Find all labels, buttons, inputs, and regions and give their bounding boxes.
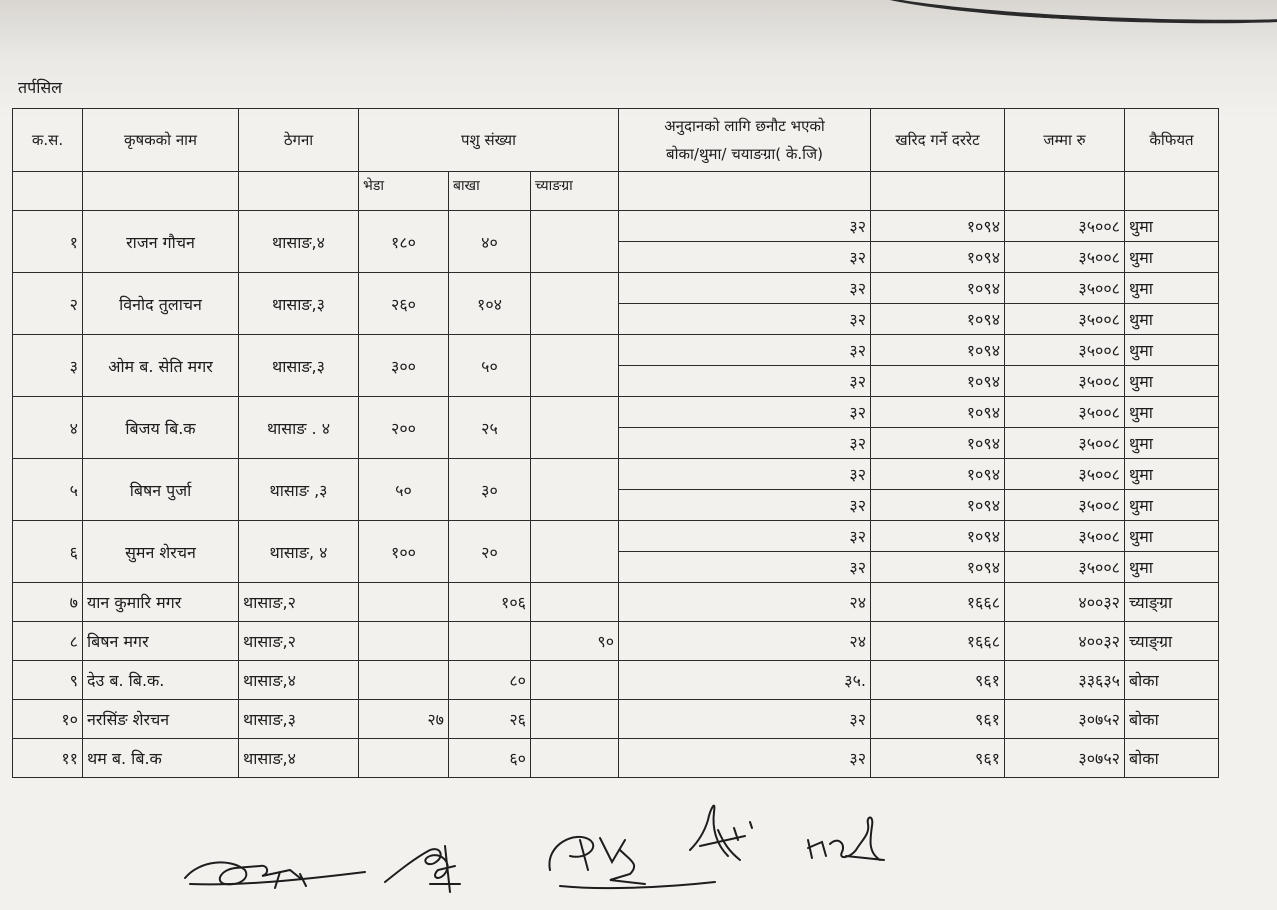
table-row <box>13 459 1219 490</box>
cell-total: ३५००८ <box>1005 242 1125 273</box>
table-body <box>13 211 1219 778</box>
table-row <box>13 739 1219 778</box>
cell-chyangra <box>531 739 619 778</box>
cell-remark: थुमा <box>1125 242 1219 273</box>
cell-rate: १०९४ <box>871 366 1005 397</box>
cell-address: थासाङ,३ <box>239 335 359 397</box>
cell-total: ३५००८ <box>1005 273 1125 304</box>
cell-rate: १०९४ <box>871 273 1005 304</box>
cell-rate: १०९४ <box>871 211 1005 242</box>
cell-remark: बोका <box>1125 700 1219 739</box>
cell-kg: ३२ <box>619 242 871 273</box>
cell-farmer-name: थम ब. बि.क <box>83 739 239 778</box>
subheader-blank <box>1125 172 1219 211</box>
cell-remark: थुमा <box>1125 521 1219 552</box>
cell-sn: ४ <box>13 397 83 459</box>
cell-total: ३५००८ <box>1005 211 1125 242</box>
cell-rate: १०९४ <box>871 335 1005 366</box>
subheader-blank <box>83 172 239 211</box>
cell-sn: ६ <box>13 521 83 583</box>
cell-farmer-name: राजन गौचन <box>83 211 239 273</box>
cell-total: ३५००८ <box>1005 335 1125 366</box>
cell-chyangra <box>531 661 619 700</box>
cell-kg: ३२ <box>619 521 871 552</box>
cell-kg: ३५. <box>619 661 871 700</box>
cell-sheep: ५० <box>359 459 449 521</box>
cell-remark: थुमा <box>1125 304 1219 335</box>
cell-goat: १०४ <box>449 273 531 335</box>
cell-address: थासाङ,२ <box>239 583 359 622</box>
cell-total: ३५००८ <box>1005 304 1125 335</box>
table-row <box>13 700 1219 739</box>
subheader-blank <box>1005 172 1125 211</box>
table-row <box>13 521 1219 552</box>
cell-address: थासाङ ,३ <box>239 459 359 521</box>
cell-sn: ५ <box>13 459 83 521</box>
cell-remark: थुमा <box>1125 366 1219 397</box>
cell-address: थासाङ,४ <box>239 211 359 273</box>
cell-kg: ३२ <box>619 739 871 778</box>
cell-total: ३०७५२ <box>1005 700 1125 739</box>
cell-farmer-name: ओम ब. सेति मगर <box>83 335 239 397</box>
cell-goat <box>449 622 531 661</box>
cell-total: ३०७५२ <box>1005 739 1125 778</box>
header-selected-line1: अनुदानको लागि छनौट भएको <box>664 117 825 135</box>
cell-remark: थुमा <box>1125 273 1219 304</box>
cell-goat: ३० <box>449 459 531 521</box>
signatures <box>0 800 1277 910</box>
cell-remark: थुमा <box>1125 490 1219 521</box>
cell-chyangra <box>531 397 619 459</box>
cell-goat: ४० <box>449 211 531 273</box>
cell-kg: ३२ <box>619 366 871 397</box>
subheader-blank <box>239 172 359 211</box>
cell-farmer-name: देउ ब. बि.क. <box>83 661 239 700</box>
table-row <box>13 583 1219 622</box>
cell-sheep <box>359 583 449 622</box>
cell-farmer-name: यान कुमारि मगर <box>83 583 239 622</box>
cell-chyangra <box>531 700 619 739</box>
cell-sheep: १०० <box>359 521 449 583</box>
cell-chyangra <box>531 335 619 397</box>
cell-address: थासाङ,४ <box>239 661 359 700</box>
cell-sheep: २७ <box>359 700 449 739</box>
table-row <box>13 622 1219 661</box>
cell-farmer-name: बिजय बि.क <box>83 397 239 459</box>
cell-farmer-name: नरसिंङ शेरचन <box>83 700 239 739</box>
cell-goat: ६० <box>449 739 531 778</box>
subheader-blank <box>13 172 83 211</box>
header-address: ठेगना <box>239 109 359 172</box>
cell-chyangra <box>531 521 619 583</box>
header-selected-line2: बोका/थुमा/ चयाङग्रा( के.जि) <box>666 145 823 163</box>
cell-sn: १० <box>13 700 83 739</box>
cell-rate: १०९४ <box>871 397 1005 428</box>
subheader-chyangra: च्याङग्रा <box>531 172 619 211</box>
cell-address: थासाङ,३ <box>239 700 359 739</box>
header-remarks: कैफियत <box>1125 109 1219 172</box>
subheader-goat: बाखा <box>449 172 531 211</box>
cell-remark: च्याङ्ग्रा <box>1125 622 1219 661</box>
cell-sn: २ <box>13 273 83 335</box>
cell-kg: २४ <box>619 583 871 622</box>
cell-remark: थुमा <box>1125 397 1219 428</box>
cell-kg: ३२ <box>619 273 871 304</box>
cell-sn: ३ <box>13 335 83 397</box>
cell-remark: थुमा <box>1125 335 1219 366</box>
page-heading: तर्पसिल <box>18 78 63 97</box>
cell-kg: ३२ <box>619 304 871 335</box>
cell-address: थासाङ,४ <box>239 739 359 778</box>
cell-chyangra <box>531 583 619 622</box>
cell-total: ३५००८ <box>1005 552 1125 583</box>
cell-rate: ९६१ <box>871 700 1005 739</box>
table-row <box>13 335 1219 366</box>
cell-sheep: २०० <box>359 397 449 459</box>
table-row <box>13 397 1219 428</box>
cell-farmer-name: बिषन पुर्जा <box>83 459 239 521</box>
subheader-blank <box>619 172 871 211</box>
signature-4 <box>690 806 752 860</box>
cell-sn: ८ <box>13 622 83 661</box>
header-livestock: पशु संख्या <box>359 109 619 172</box>
cell-total: ३५००८ <box>1005 397 1125 428</box>
cell-sheep <box>359 622 449 661</box>
cell-kg: २४ <box>619 622 871 661</box>
cell-kg: ३२ <box>619 211 871 242</box>
cell-goat: १०६ <box>449 583 531 622</box>
cell-chyangra <box>531 459 619 521</box>
cell-address: थासाङ . ४ <box>239 397 359 459</box>
cell-total: ३५००८ <box>1005 428 1125 459</box>
cell-address: थासाङ, ४ <box>239 521 359 583</box>
cell-chyangra <box>531 273 619 335</box>
cell-rate: १६६८ <box>871 622 1005 661</box>
signature-3 <box>549 837 715 888</box>
table-row <box>13 273 1219 304</box>
cell-goat: २० <box>449 521 531 583</box>
cell-kg: ३२ <box>619 397 871 428</box>
cell-total: ४००३२ <box>1005 583 1125 622</box>
cell-kg: ३२ <box>619 552 871 583</box>
cell-kg: ३२ <box>619 335 871 366</box>
cell-rate: १०९४ <box>871 490 1005 521</box>
cell-remark: बोका <box>1125 661 1219 700</box>
farmer-table <box>12 108 1219 778</box>
cell-remark: थुमा <box>1125 428 1219 459</box>
cell-rate: १०९४ <box>871 552 1005 583</box>
cell-sheep: १८० <box>359 211 449 273</box>
cell-total: ३५००८ <box>1005 521 1125 552</box>
subheader-sheep: भेडा <box>359 172 449 211</box>
cell-chyangra <box>531 211 619 273</box>
cell-total: ३५००८ <box>1005 490 1125 521</box>
cell-address: थासाङ,२ <box>239 622 359 661</box>
cell-sheep: ३०० <box>359 335 449 397</box>
header-rate: खरिद गर्ने दररेट <box>871 109 1005 172</box>
table-row <box>13 211 1219 242</box>
cell-goat: ८० <box>449 661 531 700</box>
signature-5 <box>808 818 884 861</box>
cell-rate: ९६१ <box>871 661 1005 700</box>
header-name: कृषकको नाम <box>83 109 239 172</box>
cell-total: ४००३२ <box>1005 622 1125 661</box>
subheader-blank <box>871 172 1005 211</box>
cell-sn: ९ <box>13 661 83 700</box>
cell-remark: थुमा <box>1125 552 1219 583</box>
cell-rate: १०९४ <box>871 242 1005 273</box>
cell-goat: २६ <box>449 700 531 739</box>
signature-2 <box>385 846 460 892</box>
cell-remark: बोका <box>1125 739 1219 778</box>
cell-farmer-name: विनोद तुलाचन <box>83 273 239 335</box>
header-sn: क.स. <box>13 109 83 172</box>
cell-chyangra: ९० <box>531 622 619 661</box>
signature-1 <box>185 862 365 888</box>
cell-total: ३५००८ <box>1005 366 1125 397</box>
cell-farmer-name: बिषन मगर <box>83 622 239 661</box>
cell-goat: ५० <box>449 335 531 397</box>
cell-sheep: २६० <box>359 273 449 335</box>
cell-rate: १६६८ <box>871 583 1005 622</box>
cell-remark: च्याङ्ग्रा <box>1125 583 1219 622</box>
cell-kg: ३२ <box>619 700 871 739</box>
table-row <box>13 661 1219 700</box>
cell-address: थासाङ,३ <box>239 273 359 335</box>
cell-remark: थुमा <box>1125 459 1219 490</box>
cell-sn: ७ <box>13 583 83 622</box>
cell-farmer-name: सुमन शेरचन <box>83 521 239 583</box>
cell-goat: २५ <box>449 397 531 459</box>
cell-rate: १०९४ <box>871 428 1005 459</box>
cell-rate: १०९४ <box>871 459 1005 490</box>
cell-sn: १ <box>13 211 83 273</box>
cell-rate: १०९४ <box>871 521 1005 552</box>
cell-kg: ३२ <box>619 490 871 521</box>
cell-kg: ३२ <box>619 459 871 490</box>
cell-rate: ९६१ <box>871 739 1005 778</box>
cell-kg: ३२ <box>619 428 871 459</box>
cell-total: ३५००८ <box>1005 459 1125 490</box>
cell-rate: १०९४ <box>871 304 1005 335</box>
header-selected <box>619 109 871 172</box>
cell-sn: ११ <box>13 739 83 778</box>
cell-total: ३३६३५ <box>1005 661 1125 700</box>
cell-sheep <box>359 661 449 700</box>
header-total: जम्मा रु <box>1005 109 1125 172</box>
cell-remark: थुमा <box>1125 211 1219 242</box>
cell-sheep <box>359 739 449 778</box>
